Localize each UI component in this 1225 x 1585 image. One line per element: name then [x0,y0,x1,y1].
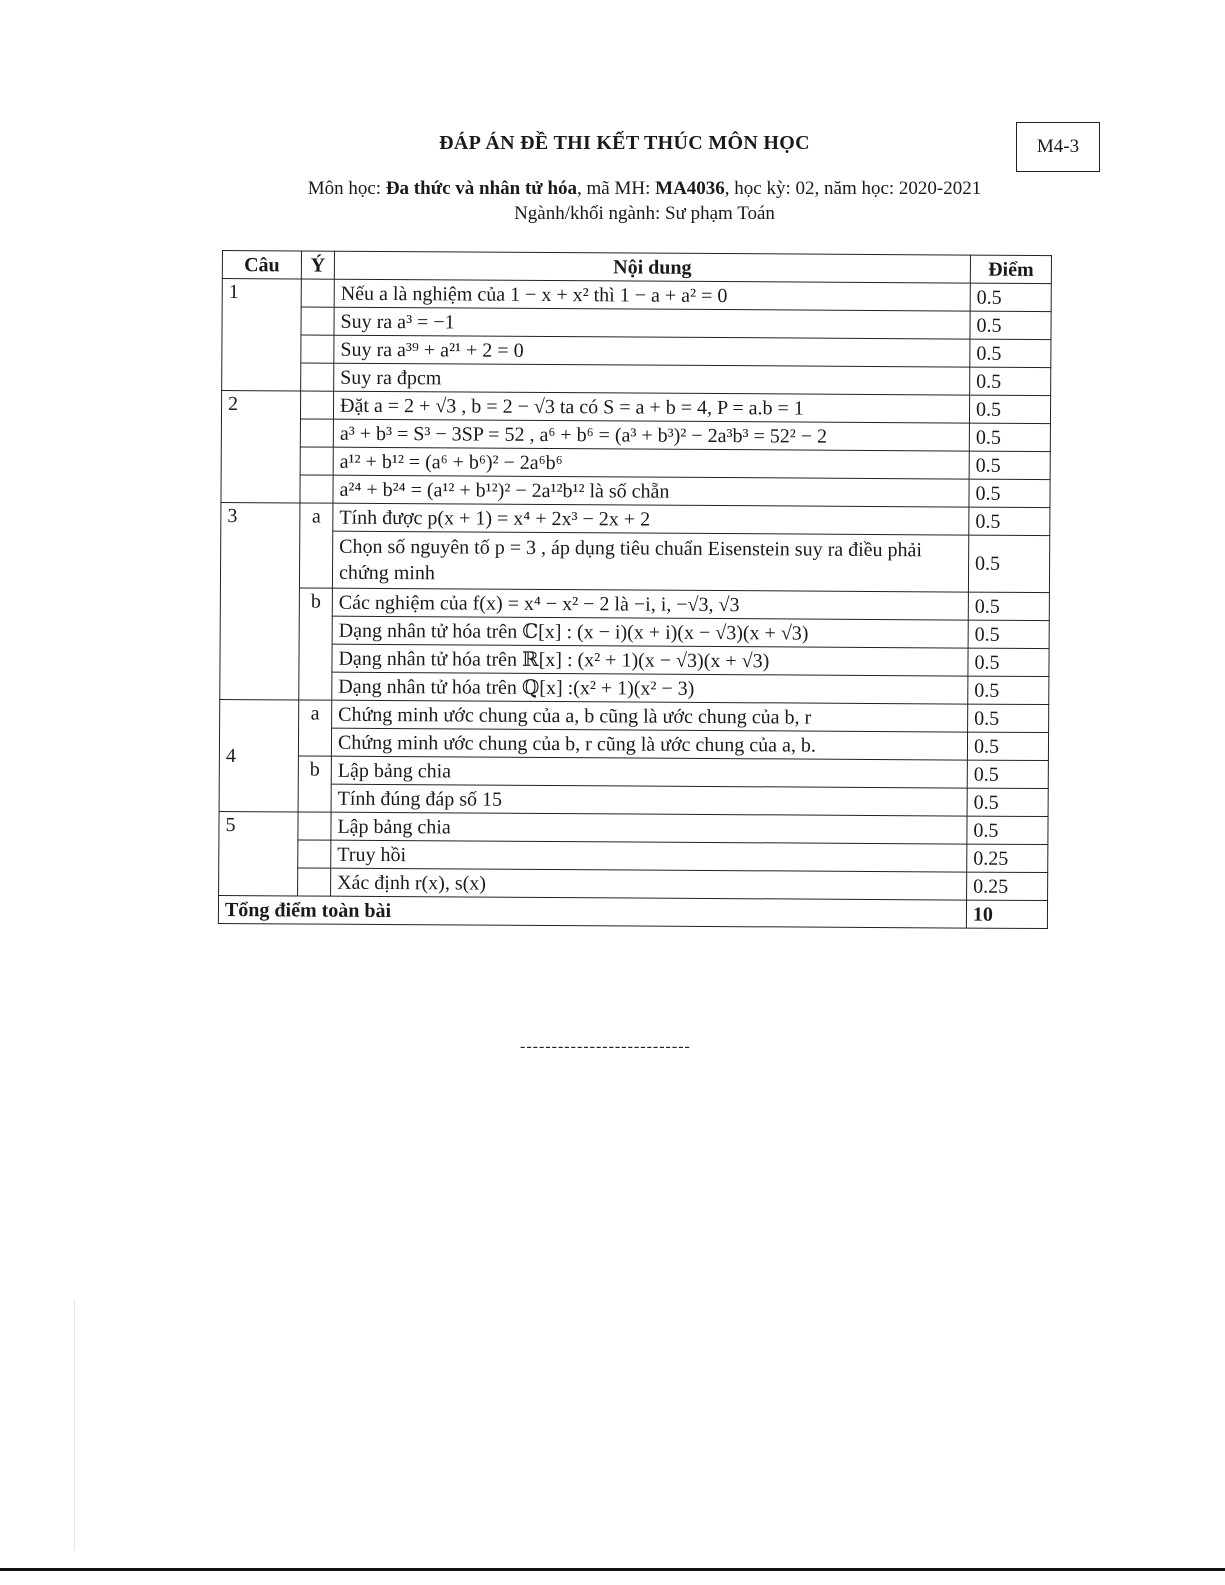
score-cell: 0.5 [968,535,1049,592]
subject-suffix: , học kỳ: 02, năm học: 2020-2021 [724,178,982,199]
score-cell: 0.5 [968,676,1049,704]
course-name: Đa thức và nhân tử hóa [385,178,578,199]
content-cell: Suy ra đpcm [334,363,970,395]
subject-line [32,176,1225,201]
content-cell: Lập bảng chia [331,812,967,844]
header-noi-dung: Nội dung [334,251,970,283]
score-cell: 0.5 [969,451,1050,479]
content-cell: Chứng minh ước chung của b, r cũng là ước chung của a, b. [331,728,967,760]
content-cell: Chứng minh ước chung của a, b cũng là ước chung của b, r [332,700,968,732]
part-cell [298,868,331,896]
total-row [218,895,1047,928]
content-cell: Nếu a là nghiệm của 1 − x + x² thì 1 − a + a² = 0 [334,279,970,311]
score-cell: 0.5 [970,367,1051,395]
scan-edge-line [74,1300,75,1550]
major-line: Ngành/khối ngành: Sư phạm Toán [514,203,775,224]
document-code-box: M4-3 [1016,122,1100,172]
score-cell: 0.5 [967,732,1048,760]
score-cell: 0.5 [969,423,1050,451]
score-cell: 0.5 [969,507,1050,535]
part-label: a [299,503,333,588]
part-cell [301,335,334,363]
score-cell: 0.25 [967,872,1048,900]
part-cell [300,419,333,447]
part-cell [300,391,333,419]
subject-prefix: Môn học: [307,178,386,199]
content-cell: Lập bảng chia [331,756,967,788]
score-cell: 0.5 [968,592,1049,620]
total-label: Tổng điểm toàn bài [218,895,966,928]
footer-divider: --------------------------- [520,1038,691,1055]
content-cell: Chọn số nguyên tố p = 3 , áp dụng tiêu chuẩn Eisenstein suy ra điều phải chứng minh [332,531,968,592]
header-cau: Câu [222,251,301,279]
question-number: 4 [219,699,299,811]
score-cell: 0.5 [967,788,1048,816]
header-diem: Điểm [970,255,1051,283]
score-cell: 0.5 [969,479,1050,507]
part-label: b [298,756,331,812]
total-score: 10 [966,900,1047,928]
part-cell [300,475,333,503]
part-label: b [299,588,333,700]
content-cell: a³ + b³ = S³ − 3SP = 52 , a⁶ + b⁶ = (a³ + b³)² − 2a³b³ = 52² − 2 [333,419,969,451]
subject-mid: , mã MH: [577,178,656,199]
question-number: 5 [219,811,299,895]
content-cell: a¹² + b¹² = (a⁶ + b⁶)² − 2a⁶b⁶ [333,447,969,479]
score-cell: 0.5 [970,283,1051,311]
course-code: MA4036 [655,178,725,199]
question-number: 1 [222,279,302,391]
part-cell [300,447,333,475]
content-cell: Suy ra a³ = −1 [334,307,970,339]
content-cell: Đặt a = 2 + √3 , b = 2 − √3 ta có S = a + b = 4, P = a.b = 1 [333,391,969,423]
content-cell: Xác định r(x), s(x) [331,868,967,900]
part-cell [301,279,334,307]
part-label: a [298,700,331,756]
content-cell: a²⁴ + b²⁴ = (a¹² + b¹²)² − 2a¹²b¹² là số chẵn [333,475,969,507]
content-cell: Các nghiệm của f(x) = x⁴ − x² − 2 là −i, i, −√3, √3 [332,588,968,620]
score-cell: 0.5 [968,648,1049,676]
part-cell [301,307,334,335]
content-cell: Dạng nhân tử hóa trên ℝ[x] : (x² + 1)(x − √3)(x + √3) [332,644,968,676]
score-cell: 0.5 [968,704,1049,732]
score-cell: 0.5 [970,339,1051,367]
document-subtitle [0,176,1225,226]
content-cell: Tính được p(x + 1) = x⁴ + 2x³ − 2x + 2 [333,503,969,535]
part-cell [298,812,331,840]
question-number: 3 [220,502,300,699]
content-cell: Dạng nhân tử hóa trên ℂ[x] : (x − i)(x + i)(x − √3)(x + √3) [332,616,968,648]
question-number: 2 [221,391,301,503]
score-cell: 0.25 [967,844,1048,872]
score-cell: 0.5 [970,311,1051,339]
header-y: Ý [301,251,334,279]
score-cell: 0.5 [967,760,1048,788]
content-cell: Dạng nhân tử hóa trên ℚ[x] :(x² + 1)(x² − 3) [332,672,968,704]
table-row [220,530,1049,592]
score-cell: 0.5 [968,620,1049,648]
score-cell: 0.5 [969,395,1050,423]
content-cell: Suy ra a³⁹ + a²¹ + 2 = 0 [334,335,970,367]
part-cell [298,840,331,868]
content-cell: Tính đúng đáp số 15 [331,784,967,816]
scan-bottom-border [0,1568,1225,1571]
answer-table [218,250,1052,929]
part-cell [301,363,334,391]
document-title: ĐÁP ÁN ĐỀ THI KẾT THÚC MÔN HỌC [439,132,810,154]
score-cell: 0.5 [967,816,1048,844]
content-cell: Truy hồi [331,840,967,872]
